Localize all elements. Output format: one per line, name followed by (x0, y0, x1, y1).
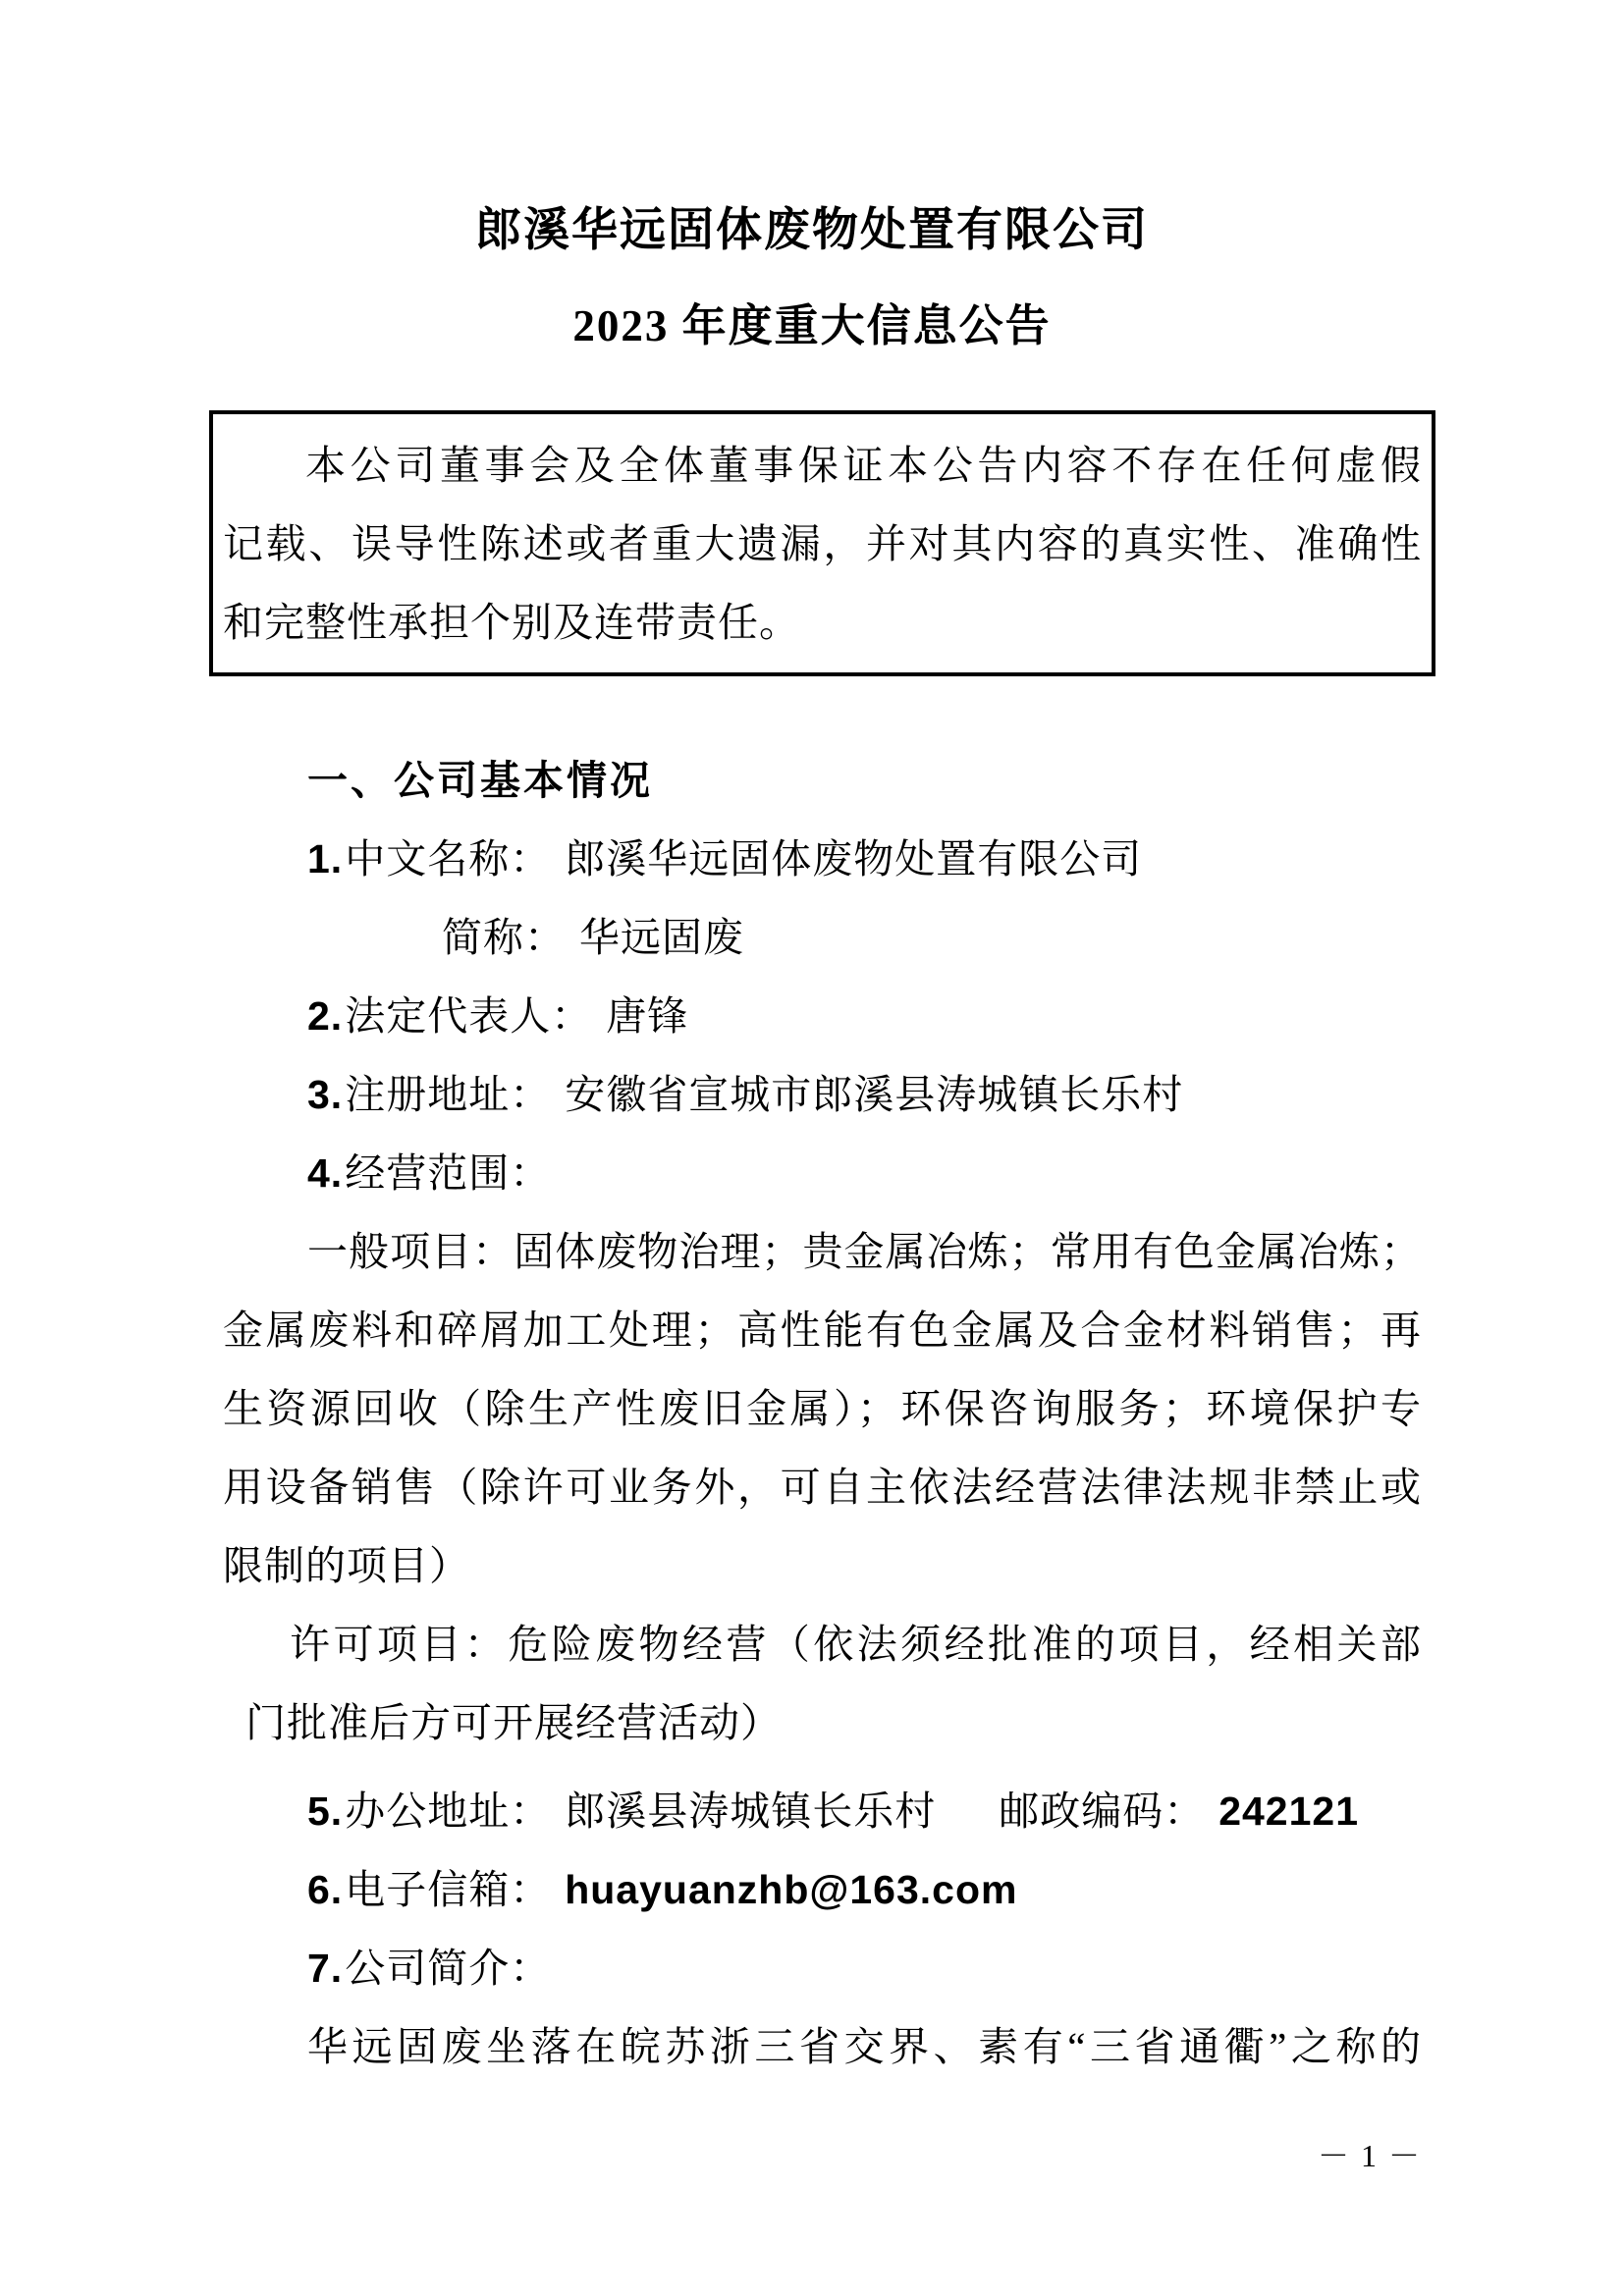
scope-general-line-3: 生资源回收（除生产性废旧金属）；环保咨询服务；环境保护专 (223, 1386, 1422, 1431)
profile-intro-line: 华远固废坐落在皖苏浙三省交界、素有“三省通衢”之称的 (307, 2024, 1422, 2069)
item-number: 7. (307, 1946, 344, 1991)
item-value: 安徽省宣城市郎溪县涛城镇长乐村 (565, 1072, 1184, 1117)
item-legal-representative (223, 977, 1422, 1055)
item-chinese-name (223, 820, 1422, 898)
document-subtitle: 2023 年度重大信息公告 (572, 301, 1052, 350)
scope-licensed-line-2: 门批准后方可开展经营活动） (245, 1700, 782, 1745)
item-number: 6. (307, 1867, 344, 1912)
item-label: 注册地址： (345, 1072, 552, 1117)
item-number: 3. (307, 1072, 344, 1117)
page-number: － 1 － (1317, 2138, 1422, 2173)
item-office-address (223, 1772, 1422, 1850)
item-email (223, 1850, 1422, 1929)
item-registered-address (223, 1055, 1422, 1134)
item-number: 2. (307, 993, 344, 1039)
item-label: 电子信箱： (345, 1867, 552, 1912)
scope-general-line-4: 用设备销售（除许可业务外，可自主依法经营法律法规非禁止或 (223, 1465, 1422, 1510)
scope-general-line-2: 金属废料和碎屑加工处理；高性能有色金属及合金材料销售；再 (223, 1308, 1422, 1353)
postal-code-label: 邮政编码： (999, 1789, 1206, 1834)
item-value: 郎溪县涛城镇长乐村 (565, 1789, 937, 1834)
body-text (223, 741, 1422, 2086)
item-label: 公司简介： (345, 1946, 552, 1991)
document-title: 郎溪华远固体废物处置有限公司 (475, 205, 1149, 256)
scope-general-line-1: 一般项目：固体废物治理；贵金属冶炼；常用有色金属冶炼； (307, 1229, 1422, 1274)
item-value: 华远固废 (579, 915, 744, 960)
item-label: 经营范围： (345, 1150, 552, 1196)
notice-line-1: 本公司董事会及全体董事保证本公告内容不存在任何虚假 (305, 443, 1422, 488)
item-short-name (223, 898, 1422, 977)
item-value: 唐锋 (606, 993, 689, 1039)
item-label: 中文名称： (345, 836, 552, 881)
item-business-scope (223, 1134, 1422, 1212)
scope-general-line-5: 限制的项目） (223, 1543, 470, 1588)
notice-box (209, 410, 1435, 676)
scope-licensed-line-1: 许可项目：危险废物经营（依法须经批准的项目，经相关部 (290, 1622, 1422, 1667)
item-number: 4. (307, 1150, 344, 1196)
postal-code-value: 242121 (1218, 1789, 1360, 1834)
item-value: 郎溪华远固体废物处置有限公司 (565, 836, 1143, 881)
item-label: 法定代表人： (345, 993, 593, 1039)
item-company-profile (223, 1929, 1422, 2007)
email-value: huayuanzhb@163.com (565, 1867, 1018, 1912)
section-heading: 一、公司基本情况 (307, 758, 653, 803)
notice-line-2: 记载、误导性陈述或者重大遗漏，并对其内容的真实性、准确性 (223, 521, 1422, 566)
item-label: 简称： (442, 915, 566, 960)
notice-line-3: 和完整性承担个别及连带责任。 (223, 600, 800, 645)
item-number: 1. (307, 836, 344, 881)
item-number: 5. (307, 1789, 344, 1834)
item-label: 办公地址： (345, 1789, 552, 1834)
